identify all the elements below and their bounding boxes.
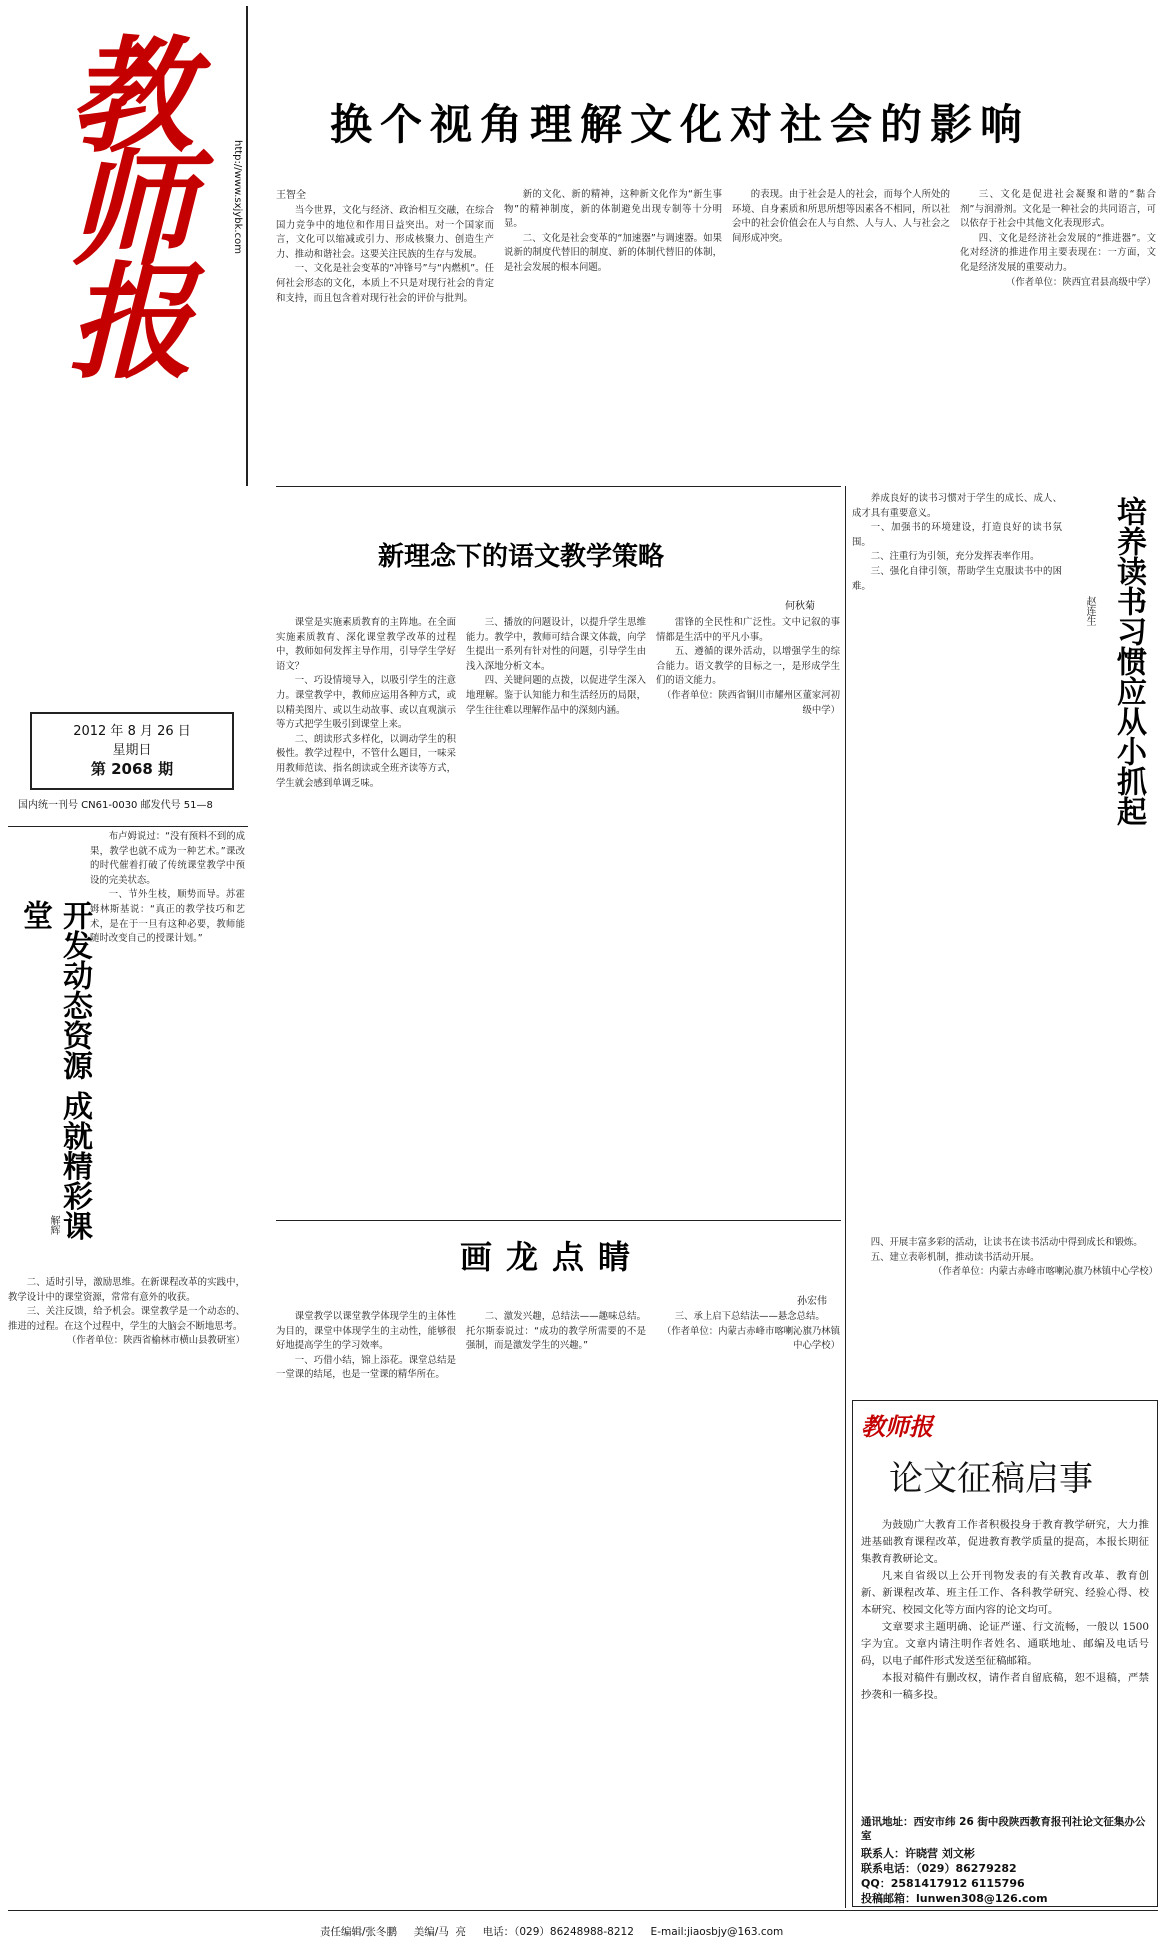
divider-masthead-bottom — [8, 826, 248, 827]
article2-paragraph: 五、遵循的课外活动，以增强学生的综合能力。语文教学的目标之一，是形成学生们的语文能力。 — [656, 646, 840, 687]
notice-paragraph: 凡来自省级以上公开刊物发表的有关教育改革、教育创新、新课程改革、班主任工作、各科教学研究、经验心得、校本研究、校园文化等方面内容的论文均可。 — [861, 1570, 1149, 1616]
article2-col-1 — [276, 616, 456, 1216]
article2-paragraph: 课堂是实施素质教育的主阵地。在全面实施素质教育、深化课堂教学改革的过程中，教师如何发挥主导作用，引导学生学好语文？ — [276, 617, 456, 672]
article1-col-2 — [504, 188, 722, 482]
article2-title: 新理念下的语文教学策略 — [378, 542, 665, 572]
article3-paragraph: 布卢姆说过：“没有预料不到的成果，教学也就不成为一种艺术。”课改的时代催着打破了传统课堂教学中预设的完美状态。 — [90, 831, 245, 886]
divider-article2-bottom — [276, 1220, 841, 1221]
article1-paragraph: 二、文化是社会变革的“加速器”与调速器。如果说新的制度代替旧的制度、新的体制代替旧的体制，是社会发展的根本问题。 — [504, 232, 722, 273]
article1-title: 换个视角理解文化对社会的影响 — [330, 100, 1031, 149]
article3-col-main — [8, 1276, 245, 1906]
article5-paragraph: 一、加强书的环境建设，打造良好的读书氛围。 — [852, 522, 1062, 548]
article2-col-3 — [656, 616, 840, 1216]
notice-address: 通讯地址：西安市纬 26 街中段陕西教育报刊社论文征集办公室 — [861, 1816, 1146, 1842]
notice-paragraph: 为鼓励广大教育工作者积极投身于教育教学研究，大力推进基础教育课程改革，促进教育教学质量的提高，本报长期征集教育教研论文。 — [861, 1519, 1149, 1565]
article2-paragraph: 二、朗读形式多样化，以调动学生的积极性。教学过程中，不管什么题目，一味采用教师范读、指名朗读或全班齐读等方式，学生就会感到单调乏味。 — [276, 733, 456, 789]
weekday: 星期日 — [112, 743, 152, 758]
notice-paragraph: 文章要求主题明确、论证严谨、行文流畅，一般以 1500 字为宜。文章内请注明作者姓名、通联地址、邮编及电话号码，以电子邮件形式发送至征稿邮箱。 — [861, 1621, 1149, 1667]
article2-col-2 — [466, 616, 646, 1216]
article1-paragraph: 新的文化、新的精神，这种新文化作为“新生事物”的精神制度，新的体制避免出现专制等十分明显。 — [504, 189, 722, 230]
article5-affiliation: （作者单位：内蒙古赤峰市喀喇沁旗乃林镇中心学校） — [932, 1266, 1158, 1278]
article1-paragraph: 四、文化是经济社会发展的“推进器”。文化对经济的推进作用主要表现在：一方面，文化是经济发展的重要动力。 — [960, 232, 1156, 273]
masthead-title: 教师报 — [47, 30, 193, 369]
article2-author: 何秋菊 — [785, 601, 815, 612]
article2-paragraph: 三、播放的问题设计，以提升学生思维能力。教学中，教师可结合课文体裁，向学生提出一系列有针对性的问题，引导学生由浅入深地分析文本。 — [466, 617, 646, 672]
notice-paragraph: 本报对稿件有删改权，请作者自留底稿，恕不退稿，严禁抄袭和一稿多投。 — [861, 1672, 1149, 1701]
divider-footer — [8, 1910, 1158, 1911]
divider-top-vertical — [246, 6, 248, 486]
article3-paragraph: 一、节外生枝，顺势而导。苏霍姆林斯基说：“真正的教学技巧和艺术，是在于一旦有这种必要，教师能随时改变自己的授课计划。” — [90, 889, 245, 945]
article4-col-3 — [656, 1310, 840, 1906]
notice-title: 论文征稿启事 — [889, 1459, 1093, 1499]
article1-affiliation: （作者单位：陕西宜君县高级中学） — [1005, 276, 1156, 288]
article4-paragraph: 三、承上启下总结法——悬念总结。 — [674, 1311, 825, 1322]
article2-paragraph: 一、巧设情境导入，以吸引学生的注意力。课堂教学中，教师应运用各种方式，或以精美图片、或以生动故事、或以直观演示等方式把学生吸引到课堂上来。 — [276, 675, 456, 731]
article4-paragraph: 二、激发兴趣，总结法——趣味总结。托尔斯泰说过：“成功的教学所需要的不是强制，而是激发学生的兴趣。” — [466, 1311, 646, 1352]
notice-qq: QQ：2581417912 6115796 — [861, 1877, 1025, 1890]
notice-logo: 教师报 — [861, 1412, 933, 1441]
registration-line: 国内统一刊号 CN61-0030 邮发代号 51—8 — [18, 800, 213, 811]
article4-paragraph: 课堂教学以课堂教学体现学生的主体性为目的，课堂中体现学生的主动性，能够很好地提高学生的学习效率。 — [276, 1311, 456, 1352]
article3-paragraph: 三、关注反馈，给予机会。课堂教学是一个动态的、推进的过程。在这个过程中，学生的大脑会不断地思考。 — [8, 1306, 245, 1332]
article2-affiliation: （作者单位：陕西省铜川市耀州区董家河初级中学） — [661, 689, 840, 716]
date-box — [30, 712, 234, 790]
article5-title: 培养读书习惯应从小抓起 — [1111, 496, 1146, 826]
notice-email[interactable]: 投稿邮箱：lunwen308@126.com — [861, 1892, 1048, 1905]
article1-paragraph: 的表现。由于社会是人的社会，而每个人所处的环境、自身素质和所思所想等因素各不相同，所以社会中的社会价值会在人与自然、人与人、人与社会之间形成冲突。 — [732, 189, 950, 244]
article5-author: 赵连生 — [1084, 596, 1095, 626]
divider-right-column — [845, 486, 846, 1908]
article4-affiliation: （作者单位：内蒙古赤峰市喀喇沁旗乃林镇中心学校） — [661, 1325, 840, 1352]
article1-col-4 — [960, 188, 1156, 482]
notice-body — [861, 1517, 1149, 1809]
article1-author: 王智全 — [276, 190, 306, 201]
call-for-papers-box — [852, 1400, 1158, 1907]
article4-author: 孙宏伟 — [797, 1296, 827, 1307]
masthead-website[interactable]: http://www.sxjybk.com — [232, 140, 243, 254]
article4-paragraph: 一、巧借小结，锦上添花。课堂总结是一堂课的结尾，也是一堂课的精华所在。 — [276, 1354, 456, 1381]
article1-paragraph: 当今世界，文化与经济、政治相互交融，在综合国力竞争中的地位和作用日益突出。对一个国家而言，文化可以缩减或引力、形成核聚力、创造生产力、推动和谐社会。这要关注民族的生存与发展。 — [276, 205, 494, 260]
article5-paragraph: 二、注重行为引领，充分发挥表率作用。 — [870, 551, 1040, 563]
article3-affiliation: （作者单位：陕西省榆林市横山县教研室） — [66, 1335, 245, 1347]
divider-article1-bottom — [276, 486, 841, 487]
article2-paragraph: 四、关键问题的点拨，以促进学生深入地理解。鉴于认知能力和生活经历的局限，学生往往难以理解作品中的深刻内涵。 — [466, 675, 646, 716]
article2-paragraph: 雷锋的全民性和广泛性。文中记叙的事情都是生活中的平凡小事。 — [656, 617, 840, 643]
article4-title: 画龙点睛 — [460, 1238, 645, 1276]
article1-paragraph: 三、文化是促进社会凝聚和谐的“黏合剂”与润滑剂。文化是一种社会的共同语言，可以依存于社会中其他文化表现形式。 — [960, 189, 1156, 230]
article3-col-intro — [90, 830, 245, 1220]
article5-paragraph: 四、开展丰富多彩的活动，让读书在读书活动中得到成长和锻炼。 — [870, 1237, 1143, 1248]
article1-col-1 — [276, 204, 494, 482]
article1-paragraph: 一、文化是社会变革的“冲锋号”与“内燃机”。任何社会形态的文化，本质上不只是对现行社会的肯定和支持，而且包含着对现行社会的评价与批判。 — [276, 263, 494, 304]
article5-col-intro — [852, 492, 1062, 1232]
issue-date: 2012 年 8 月 26 日 — [73, 724, 191, 739]
footer-credits: 责任编辑/张冬鹏 美编/马 亮 电话：（029）86248988-8212 E-mail:jiaosbjy@163.com — [320, 1926, 784, 1938]
article3-title: 开发动态资源 成就精彩课堂 — [17, 900, 92, 1241]
article5-paragraph: 五、建立表彰机制，推动读书活动开展。 — [870, 1251, 1040, 1263]
notice-phone: 联系电话：（029）86279282 — [861, 1862, 1017, 1875]
article5-col-main — [852, 1236, 1158, 1396]
article4-col-2 — [466, 1310, 646, 1906]
issue-number: 第 2068 期 — [90, 760, 174, 778]
article1-col-3 — [732, 188, 950, 482]
article5-paragraph: 三、强化自律引领，帮助学生克服读书中的困难。 — [852, 565, 1062, 592]
article3-paragraph: 二、适时引导，激励思维。在新课程改革的实践中，教学设计中的课堂资源，常常有意外的收获。 — [8, 1277, 245, 1303]
article3-author: 解辉 — [48, 1215, 59, 1235]
article5-paragraph: 养成良好的读书习惯对于学生的成长、成人、成才具有重要意义。 — [852, 493, 1062, 519]
article4-col-1 — [276, 1310, 456, 1906]
notice-contacts: 联系人：许晓营 刘文彬 — [861, 1847, 975, 1860]
